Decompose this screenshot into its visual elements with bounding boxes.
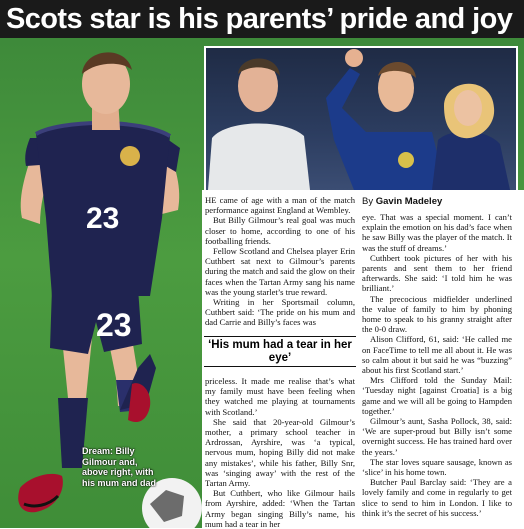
pull-quote: ‘His mum had a tear in her eye’ [204,336,356,367]
paragraph: Cuthbert took pictures of her with his parents and sent them to her friend afterwards. She said: ‘I told him he was brilliant.’ [362,252,512,294]
family-figures [206,48,516,190]
shorts-number: 23 [96,307,132,343]
article-column-2 [362,212,512,518]
byline [362,196,522,208]
paragraph: Butcher Paul Barclay said: ‘They are a lovely family and come in regularly to get slice to send to him in London. I like to think it’s the secret of his success.’ [362,477,512,518]
paragraph: Mrs Clifford told the Sunday Mail: ‘Tuesday night [against Croatia] is a big game and we will all be going to Hampden together.’ [362,375,512,416]
byline-prefix: By [362,196,374,207]
paragraph: But Cuthbert, who like Gilmour hails from Ayrshire, added: ‘When the Tartan Army began singing Billy’s name, his mum had a tear in her [205,488,355,529]
article-column-1-bottom [205,376,355,529]
paragraph: HE came of age with a man of the match performance against England at Wembley. [205,195,355,216]
paragraph: priceless. It made me realise that’s what my family must have been feeling when they watched me playing at tournaments with Scotland.’ [205,376,355,417]
paragraph: The star loves square sausage, known as ‘slice’ in his home town. [362,456,512,478]
paragraph: She said that 20-year-old Gilmour’s mother, a primary school teacher in Ardrossan, Ayrshire, was ‘a typical, nervous mum, hoping Billy did not make any mistakes’, while his father, Billy Snr, was ‘singing away’ with the rest of the Tartan Army. [205,416,355,489]
paragraph: The precocious midfielder underlined the value of family to him by phoning home to speak to his granny straight after the 0-0 draw. [362,293,512,335]
article-column-1-top [205,195,355,328]
photo-caption: Dream: Billy Gilmour and, above right, with his mum and dad [82,446,157,488]
byline-author: Gavin Madeley [375,196,443,207]
paragraph: Alison Clifford, 61, said: ‘He called me on FaceTime to tell me all about it. He was so calm about it but said he was “buzzing” about his first Scotland start.’ [362,334,512,376]
paragraph: eye. That was a special moment. I can’t explain the emotion on his dad’s face when he saw Billy was the player of the match. It was the stuff of dreams.’ [362,212,512,253]
headline: Scots star is his parents’ pride and joy [6,3,513,35]
paragraph: Fellow Scotland and Chelsea player Erin Cuthbert sat next to Gilmour’s parents during the match and said the glow on their faces when the Tartan Army sang his name was the young starlet’s true reward. [205,246,355,297]
paragraph: Writing in her Sportsmail column, Cuthbert said: ‘The pride on his mum and dad Carrie and Billy’s faces was [205,297,355,328]
inset-photo-parents [204,46,518,192]
headline-banner [0,0,524,38]
shirt-number: 23 [86,202,120,235]
paragraph: But Billy Gilmour’s real goal was much closer to home, according to one of his footballing friends. [205,215,355,246]
paragraph: Gilmour’s aunt, Sasha Pollock, 38, said: ‘We are super-proud but Billy isn’t some overnight success. He has trained hard over the years.’ [362,416,512,457]
